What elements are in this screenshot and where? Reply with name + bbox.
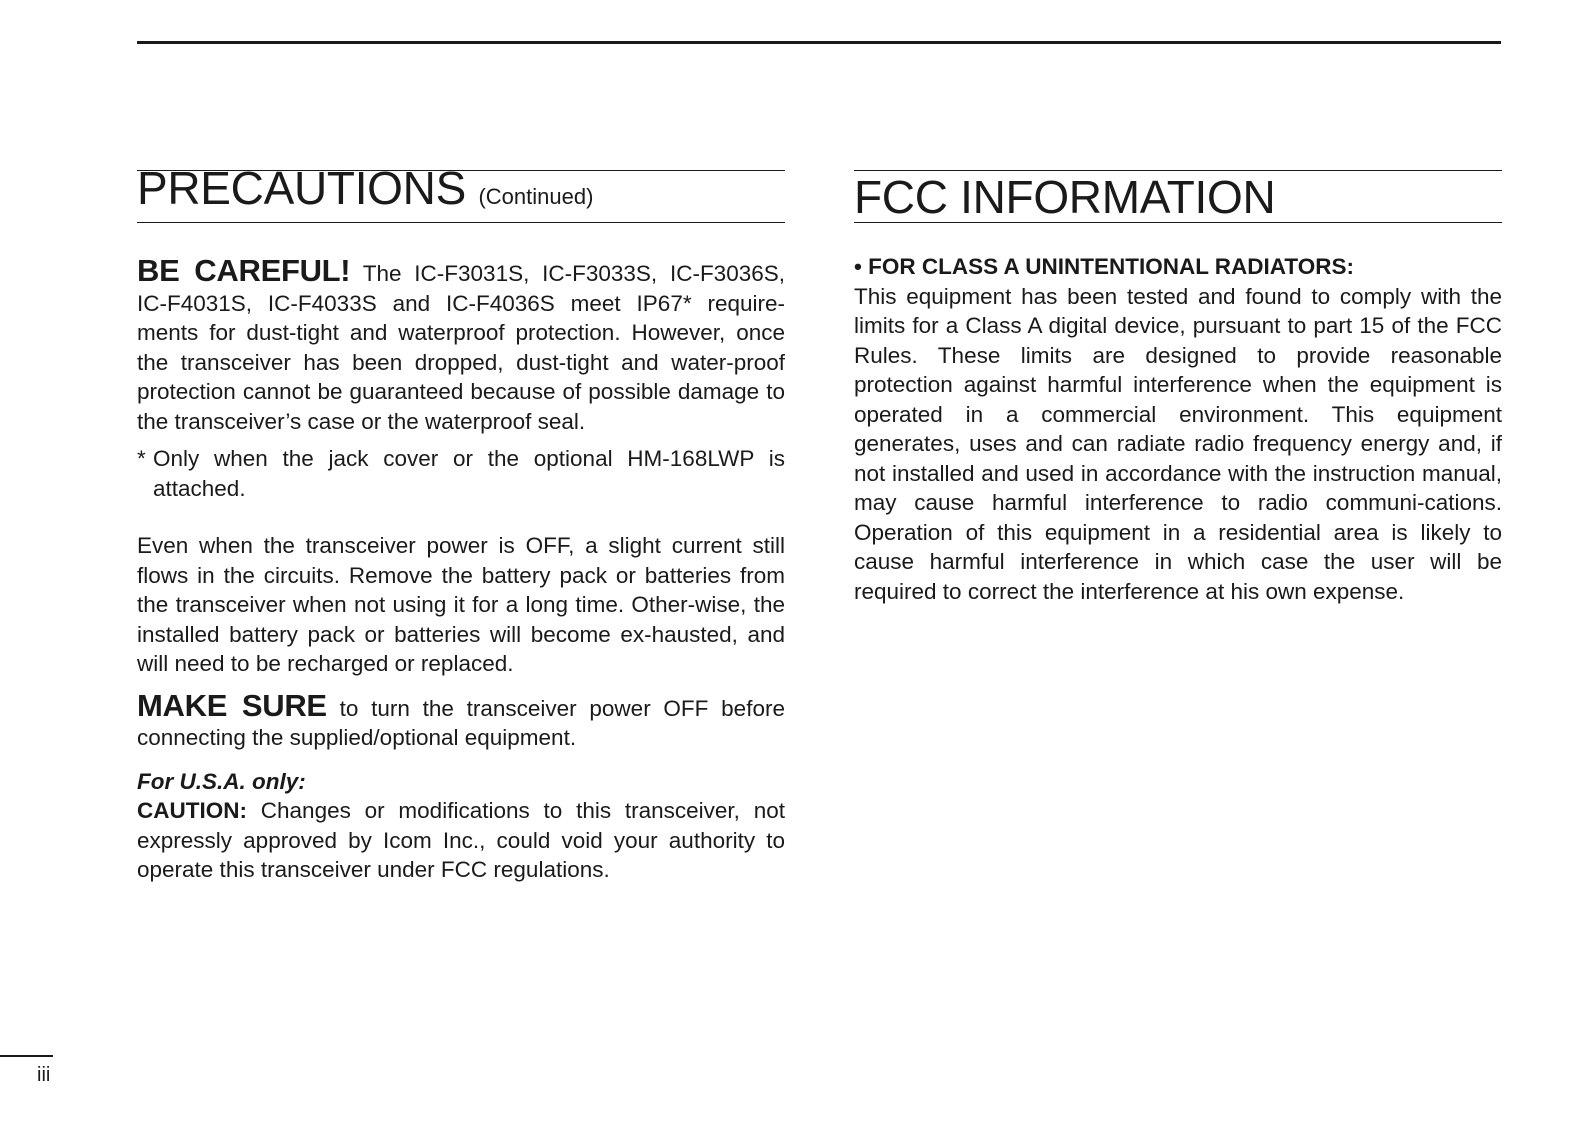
- make-sure-lead: MAKE SURE: [137, 687, 327, 723]
- power-off-paragraph: Even when the transceiver power is OFF, a slight current still flows in the circuits. Remove the battery pack or batteries from the transceiver when not using it for a long time. Other-wise, the installed battery pack or batteries will become ex-hausted, and will need to be recharged or replaced.: [137, 533, 785, 676]
- usa-section: [137, 767, 785, 885]
- precautions-title-text: PRECAUTIONS: [137, 162, 466, 214]
- caution-paragraph: [137, 796, 785, 885]
- ip67-footnote: [137, 444, 785, 503]
- precautions-column: [137, 162, 785, 885]
- caution-text: Changes or modifications to this transceiver, not expressly approved by Icom Inc., could void your authority to operate this transceiver under FCC regulations.: [137, 798, 785, 882]
- precautions-title: [137, 162, 594, 220]
- precautions-header: [137, 162, 785, 223]
- fcc-header: [854, 170, 1502, 223]
- footnote-mark: *: [137, 446, 146, 471]
- fcc-title: FCC INFORMATION: [854, 171, 1276, 223]
- usa-heading: For U.S.A. only:: [137, 768, 306, 794]
- precautions-subtitle: (Continued): [478, 184, 594, 209]
- be-careful-text: The IC-F3031S, IC-F3033S, IC-F3036S, IC-F4031S, IC-F4033S and IC-F4036S meet IP67* require-ments for dust-tight and waterproof protection. However, once the transceiver has been dropped, dust-tight and water-proof protection cannot be guaranteed because of possible damage to the transceiver’s case or the waterproof seal.: [137, 261, 785, 434]
- fcc-column: [854, 170, 1502, 606]
- be-careful-lead: BE CAREFUL!: [137, 253, 351, 288]
- page-number: iii: [37, 1064, 51, 1086]
- footer-rule: [0, 1055, 53, 1057]
- top-rule: [137, 41, 1501, 44]
- caution-label: CAUTION:: [137, 798, 247, 823]
- fcc-class-a-heading: • FOR CLASS A UNINTENTIONAL RADIATORS:: [854, 254, 1354, 279]
- footnote-text: Only when the jack cover or the optional HM-168LWP is attached.: [153, 446, 785, 501]
- be-careful-paragraph: [137, 253, 785, 436]
- fcc-paragraph: This equipment has been tested and found to comply with the limits for a Class A digital device, pursuant to part 15 of the FCC Rules. These limits are designed to provide reasonable protection against harmful interference when the equipment is operated in a commercial environment. This equipment generates, uses and can radiate radio frequency energy and, if not installed and used in accordance with the instruction manual, may cause harmful interference to radio communi-cations. Operation of this equipment in a residential area is likely to cause harmful interference in which case the user will be required to correct the interference at his own expense.: [854, 283, 1502, 604]
- make-sure-text: to turn the transceiver power OFF before connecting the supplied/optional equipment.: [137, 695, 785, 750]
- make-sure-paragraph: [137, 687, 785, 753]
